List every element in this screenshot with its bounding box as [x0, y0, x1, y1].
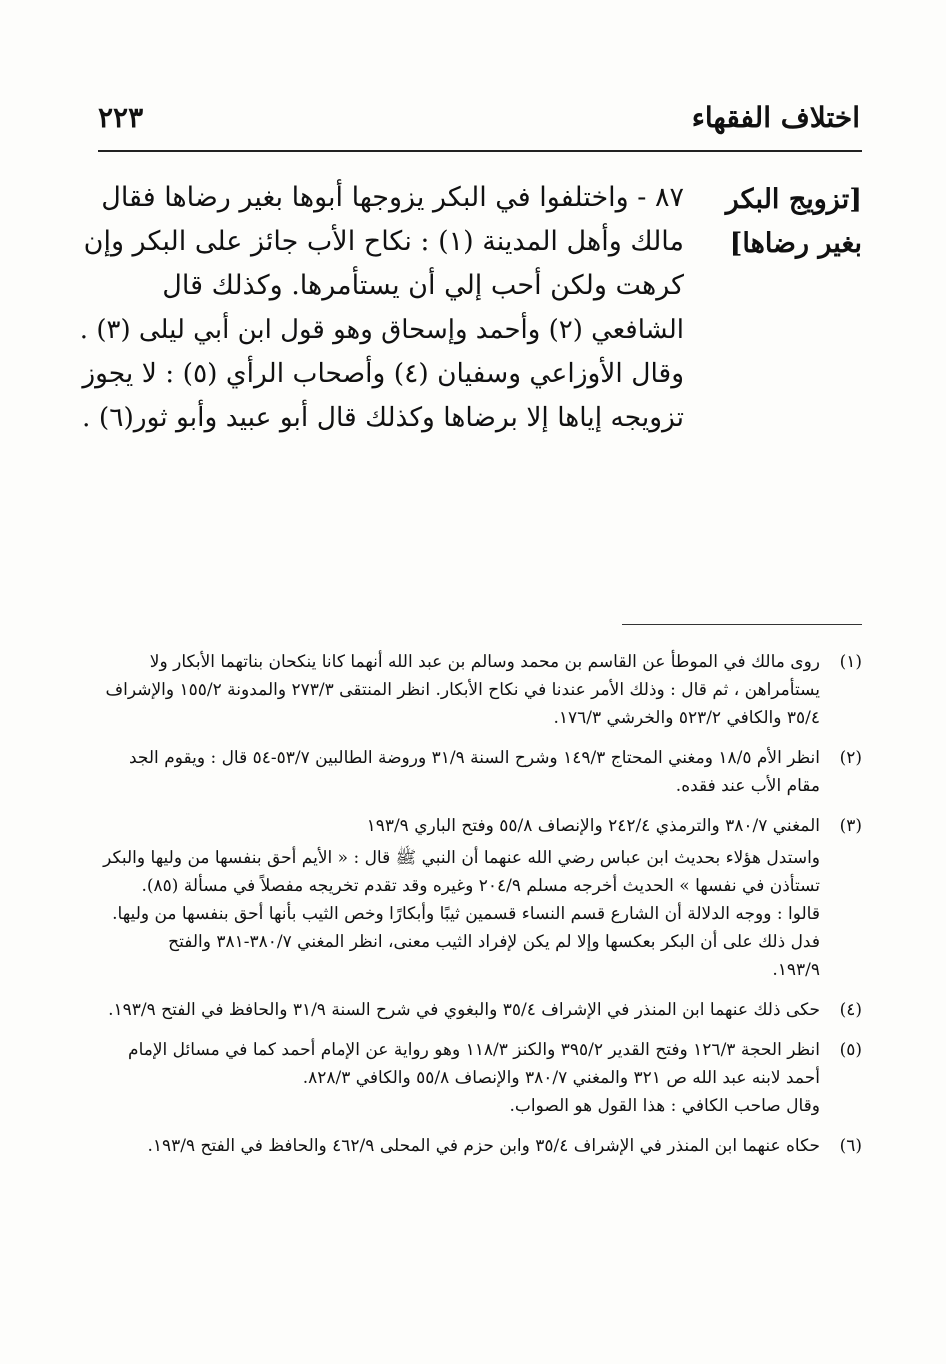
main-text-line: كرهت ولكن أحب إلي أن يستأمرها. وكذلك قال — [162, 270, 684, 301]
margin-note-line: [تزويج البكر — [725, 184, 862, 215]
footnote-line: انظر الحجة ١٢٦/٣ وفتح القدير ٣٩٥/٢ والكنز ١١٨/٣ وهو رواية عن الإمام أحمد كما في مسائل الإمام — [128, 1040, 820, 1060]
footnote-5 — [84, 1036, 862, 1120]
footnote-line: روى مالك في الموطأ عن القاسم بن محمد وسالم بن عبد الله أنهما كانا ينكحان بناتهما الأبكار ولا — [149, 652, 820, 672]
footnote-4 — [84, 996, 862, 1024]
footnote-number: (٤) — [839, 1000, 862, 1020]
footnote-line: انظر الأم ١٨/٥ ومغني المحتاج ١٤٩/٣ وشرح السنة ٣١/٩ وروضة الطالبين ٥٣/٧-٥٤ قال : ويقوم الجد — [128, 748, 820, 768]
footnotes — [84, 648, 862, 1172]
page-number: ٢٢٣ — [98, 101, 144, 134]
footnote-line: حكى ذلك عنهما ابن المنذر في الإشراف ٣٥/٤ والبغوي في شرح السنة ٣١/٩ والحافظ في الفتح ١٩٣/٩. — [108, 1000, 820, 1020]
footnote-line: يستأمراهن ، ثم قال : وذلك الأمر عندنا في نكاح الأبكار. انظر المنتقى ٢٧٣/٣ والمدونة ١٥٥/٢ والإشراف — [105, 680, 820, 700]
footnote-line: مقام الأب عند فقده. — [675, 776, 820, 796]
running-title: اختلاف الفقهاء — [691, 101, 860, 134]
footnote-number: (٥) — [839, 1040, 862, 1060]
footnote-line: واستدل هؤلاء بحديث ابن عباس رضي الله عنهما أن النبي ﷺ قال : « الأيم أحق بنفسها من وليها والبكر — [103, 848, 820, 868]
footnote-line: أحمد لابنه عبد الله ص ٣٢١ والمغني ٣٨٠/٧ والإنصاف ٥٥/٨ والكافي ٨٢٨/٣. — [302, 1068, 820, 1088]
footnote-line: ١٩٣/٩. — [772, 960, 820, 980]
margin-note-line: بغير رضاها] — [729, 228, 862, 259]
main-text-line: ٨٧ - واختلفوا في البكر يزوجها أبوها بغير رضاها فقال — [101, 182, 684, 213]
footnote-6 — [84, 1132, 862, 1160]
footnote-line: قالوا : ووجه الدلالة أن الشارع قسم النساء قسمين ثيبًا وأبكارًا وخص الثيب بأنها أحق بنفسها من وليها. — [112, 904, 820, 924]
footnote-line: ٣٥/٤ والكافي ٥٢٣/٢ والخرشي ١٧٦/٣. — [553, 708, 820, 728]
header-rule — [98, 150, 862, 152]
footnote-number: (٣) — [839, 816, 862, 836]
footnote-line: وقال صاحب الكافي : هذا القول هو الصواب. — [509, 1096, 820, 1116]
margin-note — [712, 178, 862, 266]
footnote-line: حكاه عنهما ابن المنذر في الإشراف ٣٥/٤ وابن حزم في المحلى ٤٦٢/٩ والحافظ في الفتح ١٩٣/٩. — [147, 1136, 820, 1156]
footnote-commentary — [84, 844, 820, 984]
page-header — [98, 96, 860, 140]
main-text-line: تزويجه إياها إلا برضاها وكذلك قال أبو عبيد وأبو ثور(٦) . — [82, 402, 684, 433]
footnote-line: فدل ذلك على أن البكر بعكسها وإلا لم يكن لإفراد الثيب معنى، انظر المغني ٣٨٠/٧-٣٨١ والفتح — [168, 932, 820, 952]
main-text-line: مالك وأهل المدينة (١) : نكاح الأب جائز على البكر وإن — [83, 226, 684, 257]
footnote-number: (١) — [839, 652, 862, 672]
footnote-1 — [84, 648, 862, 732]
main-text-line: الشافعي (٢) وأحمد وإسحاق وهو قول ابن أبي ليلى (٣) . — [79, 315, 684, 345]
footnote-number: (٦) — [839, 1136, 862, 1156]
footnote-number: (٢) — [839, 748, 862, 768]
footnote-separator — [622, 624, 862, 625]
footnote-2 — [84, 744, 862, 800]
main-paragraph — [80, 176, 684, 440]
footnote-line: تستأذن في نفسها » الحديث أخرجه مسلم ٢٠٤/٩ وغيره وقد تقدم تخريجه مفصلاً في مسألة (٨٥). — [141, 876, 820, 896]
main-text-line: وقال الأوزاعي وسفيان (٤) وأصحاب الرأي (٥) : لا يجوز — [82, 358, 684, 389]
footnote-line: المغني ٣٨٠/٧ والترمذي ٢٤٢/٤ والإنصاف ٥٥/٨ وفتح الباري ١٩٣/٩ — [366, 816, 820, 836]
footnote-3 — [84, 812, 862, 984]
